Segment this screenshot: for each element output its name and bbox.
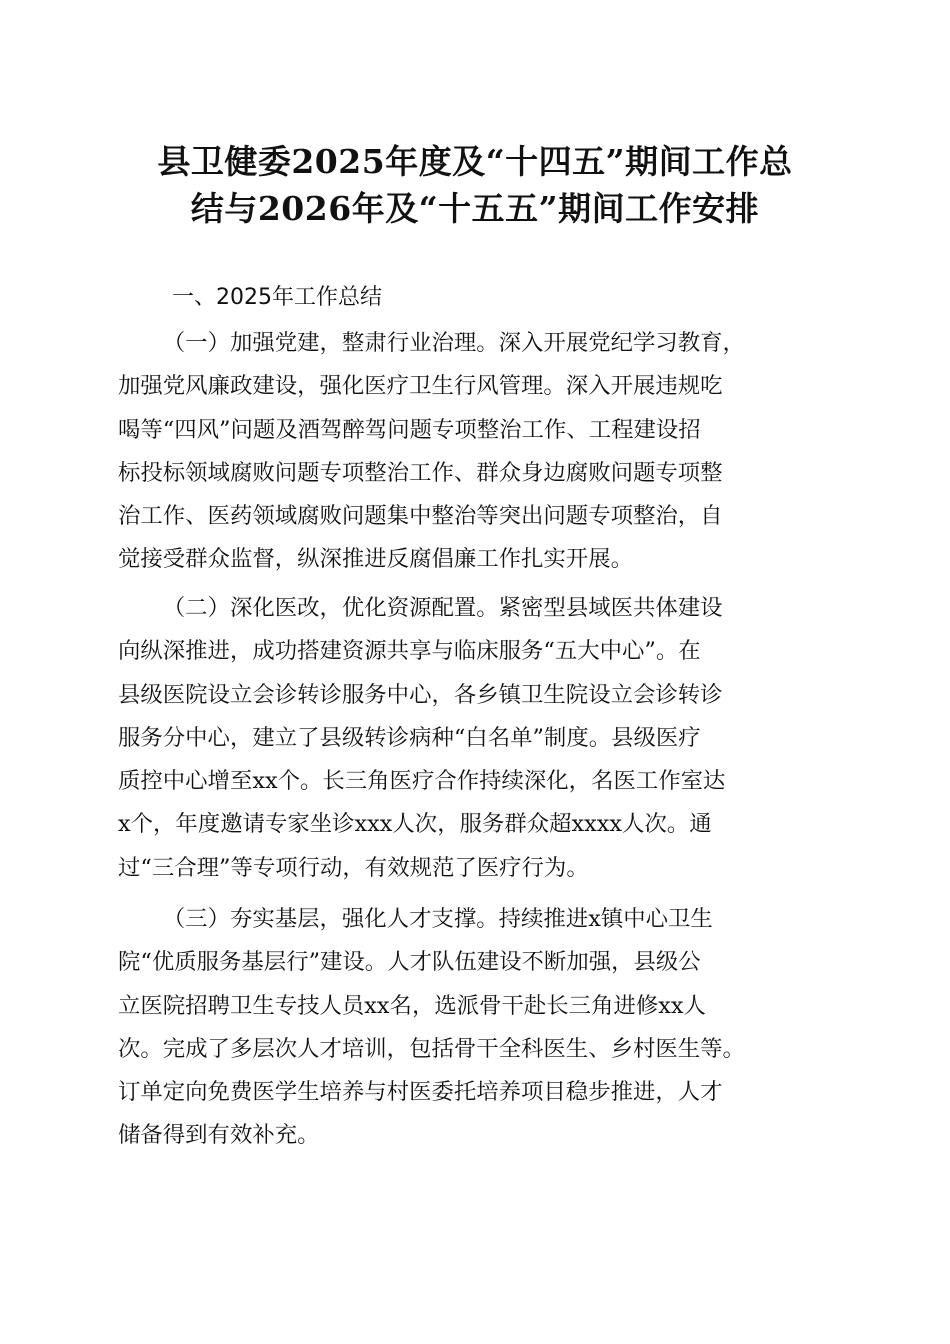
paragraph-2 bbox=[118, 587, 838, 890]
paragraph-line: （一）加强党建，整肃行业治理。深入开展党纪学习教育， bbox=[162, 330, 745, 356]
document-title bbox=[110, 138, 840, 232]
title-line-1: 县卫健委2025年度及“十四五”期间工作总 bbox=[157, 142, 793, 181]
paragraph-line: 院“优质服务基层行”建设。人才队伍建设不断加强，县级公 bbox=[118, 949, 701, 976]
paragraph-line: 喝等“四风”问题及酒驾醉驾问题专项整治工作、工程建设招 bbox=[118, 416, 701, 443]
paragraph-line: 治工作、医药领域腐败问题集中整治等突出问题专项整治，自 bbox=[118, 503, 723, 530]
paragraph-line: 次。完成了多层次人才培训，包括骨干全科医生、乡村医生等。 bbox=[118, 1035, 745, 1062]
paragraph-line: （三）夯实基层，强化人才支撑。持续推进x镇中心卫生 bbox=[162, 906, 713, 932]
paragraph-1 bbox=[118, 322, 838, 582]
paragraph-line: 标投标领域腐败问题专项整治工作、群众身边腐败问题专项整 bbox=[118, 459, 723, 486]
section-heading: 一、2025年工作总结 bbox=[172, 285, 382, 310]
title-line-2: 结与2026年及“十五五”期间工作安排 bbox=[190, 189, 760, 228]
paragraph-line: 订单定向免费医学生培养与村医委托培养项目稳步推进，人才 bbox=[118, 1079, 723, 1106]
paragraph-line: 加强党风廉政建设，强化医疗卫生行风管理。深入开展违规吃 bbox=[118, 373, 723, 400]
paragraph-line: 县级医院设立会诊转诊服务中心，各乡镇卫生院设立会诊转诊 bbox=[118, 681, 723, 708]
paragraph-line: 向纵深推进，成功搭建资源共享与临床服务“五大中心”。在 bbox=[118, 638, 701, 665]
paragraph-line: x个，年度邀请专家坐诊xxx人次，服务群众超xxxx人次。通 bbox=[118, 811, 712, 838]
paragraph-line: 觉接受群众监督，纵深推进反腐倡廉工作扎实开展。 bbox=[118, 546, 633, 573]
paragraph-line: 立医院招聘卫生专技人员xx名，选派骨干赴长三角进修xx人 bbox=[118, 992, 706, 1019]
paragraph-3 bbox=[118, 898, 838, 1158]
paragraph-line: （二）深化医改，优化资源配置。紧密型县域医共体建设 bbox=[162, 595, 723, 621]
paragraph-line: 质控中心增至xx个。长三角医疗合作持续深化，名医工作室达 bbox=[118, 768, 726, 795]
paragraph-line: 服务分中心，建立了县级转诊病种“白名单”制度。县级医疗 bbox=[118, 724, 701, 751]
paragraph-line: 过“三合理”等专项行动，有效规范了医疗行为。 bbox=[118, 854, 589, 881]
paragraph-line: 储备得到有效补充。 bbox=[118, 1122, 320, 1149]
